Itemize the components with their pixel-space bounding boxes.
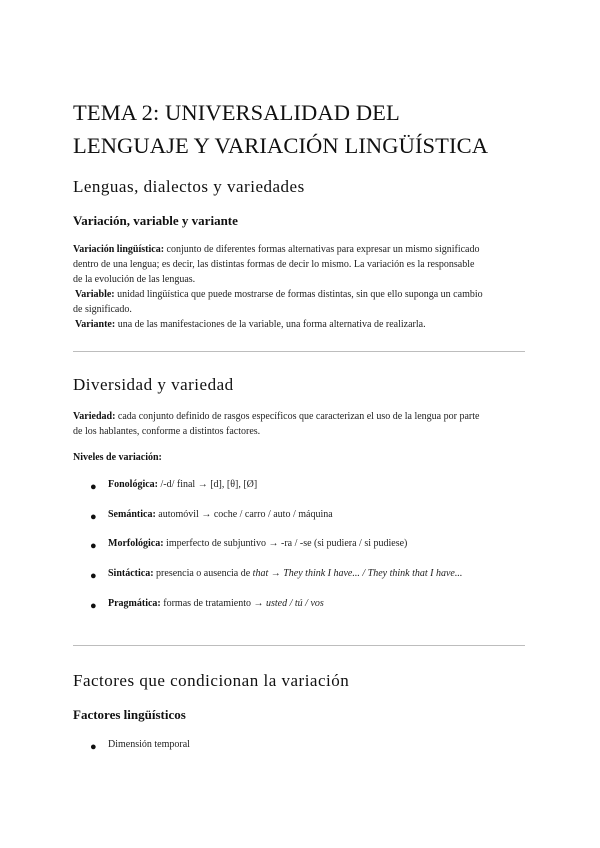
list-item-text: imperfecto de subjuntivo → -ra / -se (si pudiera / si pudiese) [163,538,408,549]
section-heading-factores: Factores que condicionan la variación [73,671,350,690]
term-variacion-linguistica: Variación lingüística: [73,244,165,255]
list-item-text: formas de tratamiento → [160,598,267,609]
list-item-sintactica [108,566,462,581]
term-variedad: Variedad: [73,411,116,422]
list-item-term: Pragmática: [108,598,161,609]
bullet-icon: ● [90,600,97,612]
list-item-term: Morfológica: [108,538,164,549]
paragraph-variedad [73,409,528,439]
list-item [90,477,97,495]
list-item-example: usted / tú / vos [266,598,324,609]
list-item [90,536,97,554]
list-item-example: that → They think I have... / They think that I have... [252,568,463,579]
bullet-icon: ● [90,481,97,493]
list-item-morfologica [108,536,407,551]
term-variable: Variable: [75,289,115,300]
definition-text: dentro de una lengua; es decir, las distintas formas de decir lo mismo. La variación es la responsable [73,259,475,270]
definition-text: cada conjunto definido de rasgos específicos que caracterizan el uso de la lengua por parte [115,411,480,422]
subheading-factores-linguisticos: Factores lingüísticos [73,707,186,722]
bullet-icon: ● [90,570,97,582]
definition-text: unidad lingüística que puede mostrarse de formas distintas, sin que ello suponga un cambio [114,289,483,300]
levels-label [73,450,528,465]
document-title [73,96,573,162]
bullet-icon: ● [90,741,97,753]
list-item [90,596,97,614]
subheading-variacion: Variación, variable y variante [73,213,238,228]
list-item-pragmatica [108,596,324,611]
definition-text: de los hablantes, conforme a distintos factores. [73,426,261,437]
list-item-text: automóvil → coche / carro / auto / máquina [155,509,333,520]
list-item-text: presencia o ausencia de [153,568,253,579]
list-item-term: Sintáctica: [108,568,154,579]
list-item-term: Fonológica: [108,479,158,490]
list-item-text: /-d/ final → [d], [θ], [Ø] [158,479,258,490]
definition-text: de significado. [73,304,132,315]
title-line-2: LENGUAJE Y VARIACIÓN LINGÜÍSTICA [73,133,489,158]
list-item-fonologica [108,477,257,492]
section-divider [73,645,525,646]
list-item-semantica [108,507,333,522]
term-variante: Variante: [75,319,116,330]
list-item [90,737,97,755]
levels-label-text: Niveles de variación: [73,452,162,463]
definition-text: conjunto de diferentes formas alternativas para expresar un mismo significado [164,244,480,255]
paragraph-variacion-linguistica [73,242,528,287]
bullet-icon: ● [90,511,97,523]
bullet-icon: ● [90,540,97,552]
section-heading-diversidad: Diversidad y variedad [73,375,234,394]
list-item [90,507,97,525]
definition-text: de la evolución de las lenguas. [73,274,196,285]
definition-text: una de las manifestaciones de la variable, una forma alternativa de realizarla. [115,319,426,330]
list-item-dimension-temporal: Dimensión temporal [108,739,190,750]
section-heading-lenguas: Lenguas, dialectos y variedades [73,177,305,196]
title-line-1: TEMA 2: UNIVERSALIDAD DEL [73,100,400,125]
paragraph-variante [75,317,530,332]
section-divider [73,351,525,352]
list-item-term: Semántica: [108,509,156,520]
list-item [90,566,97,584]
paragraph-variable [75,287,530,317]
